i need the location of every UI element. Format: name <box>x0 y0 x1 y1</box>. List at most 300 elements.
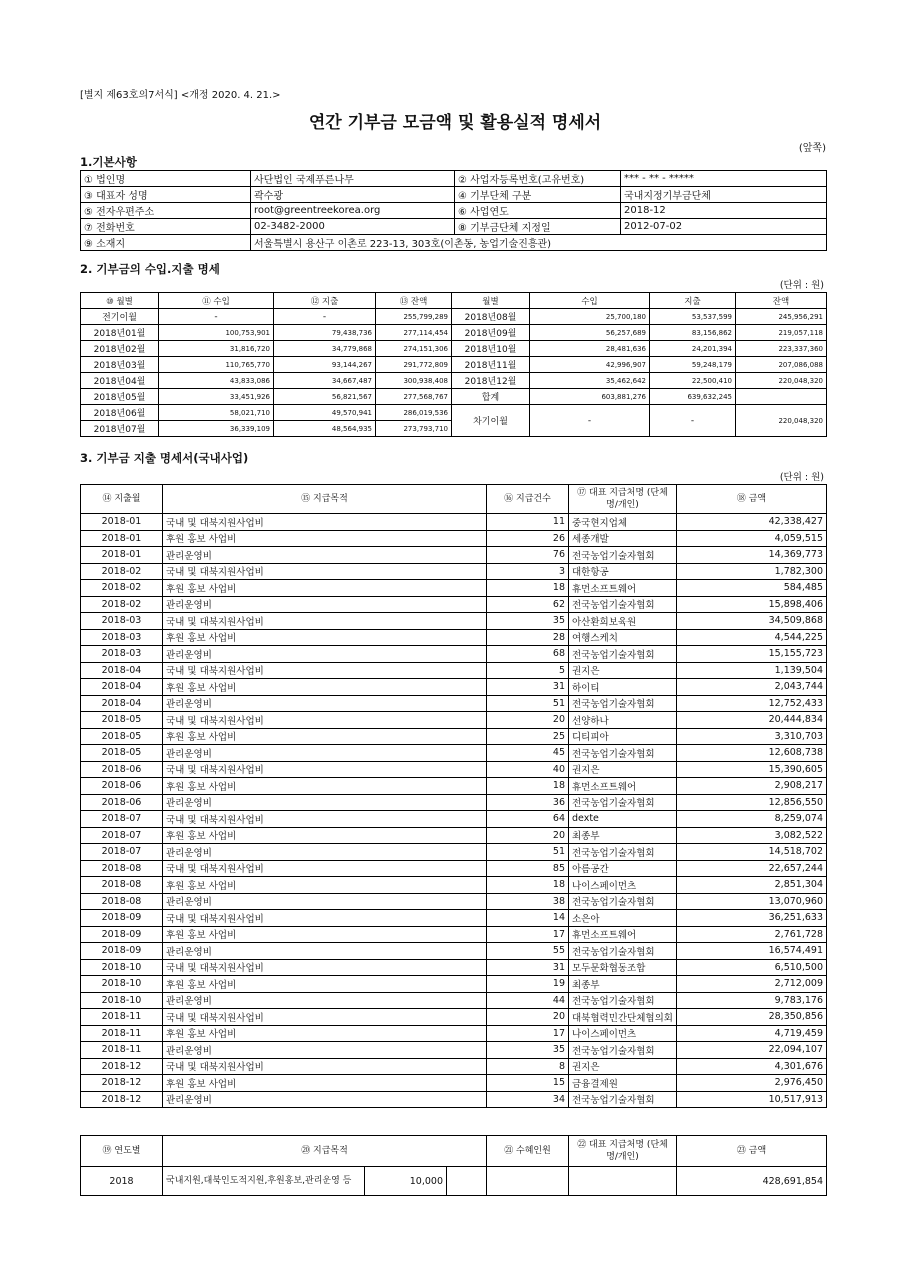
expense-purpose: 후원 홍보 사업비 <box>163 976 487 993</box>
field-value: 곽수광 <box>251 187 455 203</box>
expense-amount: 15,155,723 <box>677 646 827 663</box>
table-row <box>81 1058 827 1075</box>
summary-amount: 428,691,854 <box>677 1167 827 1196</box>
table-row <box>81 1075 827 1092</box>
table-row <box>81 514 827 531</box>
amount-cell: 42,996,907 <box>530 357 650 373</box>
expense-payee: 전국농업기술자협회 <box>569 547 677 564</box>
expense-purpose: 관리운영비 <box>163 646 487 663</box>
amount-cell: 277,114,454 <box>376 325 452 341</box>
expense-purpose: 국내 및 대북지원사업비 <box>163 563 487 580</box>
expense-count: 19 <box>487 976 569 993</box>
expense-purpose: 관리운영비 <box>163 1042 487 1059</box>
expense-count: 17 <box>487 1025 569 1042</box>
table-row <box>81 926 827 943</box>
amount-cell: 100,753,901 <box>159 325 274 341</box>
expense-purpose: 관리운영비 <box>163 794 487 811</box>
expense-payee: 휴먼소프트웨어 <box>569 580 677 597</box>
table-row <box>81 860 827 877</box>
expense-payee: 휴먼소프트웨어 <box>569 778 677 795</box>
summary-year: 2018 <box>81 1167 163 1196</box>
expense-amount: 4,059,515 <box>677 530 827 547</box>
expense-count: 3 <box>487 563 569 580</box>
amount-cell: - <box>274 309 376 325</box>
expense-count: 28 <box>487 629 569 646</box>
field-label: ⑤ 전자우편주소 <box>81 203 251 219</box>
expense-purpose: 관리운영비 <box>163 943 487 960</box>
amount-cell: - <box>159 309 274 325</box>
amount-cell: 24,201,394 <box>650 341 736 357</box>
table-row <box>81 563 827 580</box>
table-row <box>81 761 827 778</box>
expense-payee: 디티피아 <box>569 728 677 745</box>
expense-count: 85 <box>487 860 569 877</box>
table-row <box>81 794 827 811</box>
amount-cell: 43,833,086 <box>159 373 274 389</box>
table-row <box>81 811 827 828</box>
expense-purpose: 관리운영비 <box>163 745 487 762</box>
table-row <box>81 309 827 325</box>
table-row <box>81 1025 827 1042</box>
expense-month: 2018-08 <box>81 877 163 894</box>
table-row <box>81 728 827 745</box>
expense-count: 31 <box>487 959 569 976</box>
summary-beneficiaries <box>487 1167 569 1196</box>
expense-payee: 전국농업기술자협회 <box>569 943 677 960</box>
expense-payee: 여행스케치 <box>569 629 677 646</box>
table-row <box>81 357 827 373</box>
field-value: 02-3482-2000 <box>251 219 455 235</box>
expense-amount: 15,898,406 <box>677 596 827 613</box>
amount-cell: 33,451,926 <box>159 389 274 405</box>
expense-month: 2018-11 <box>81 1025 163 1042</box>
table-row <box>81 547 827 564</box>
income-unit-label: (단위 : 원) <box>779 280 824 291</box>
amount-cell: 79,438,736 <box>274 325 376 341</box>
expense-amount: 2,043,744 <box>677 679 827 696</box>
expense-month: 2018-02 <box>81 580 163 597</box>
amount-cell: 207,086,088 <box>736 357 827 373</box>
expense-payee: 아름공간 <box>569 860 677 877</box>
table-row <box>81 341 827 357</box>
expense-payee: 최종부 <box>569 976 677 993</box>
expense-month: 2018-09 <box>81 943 163 960</box>
field-label: ⑦ 전화번호 <box>81 219 251 235</box>
expense-amount: 12,856,550 <box>677 794 827 811</box>
expense-amount: 22,657,244 <box>677 860 827 877</box>
amount-cell: 48,564,935 <box>274 421 376 437</box>
table-row <box>81 745 827 762</box>
document-title: 연간 기부금 모금액 및 활용실적 명세서 <box>308 113 602 133</box>
expense-purpose: 관리운영비 <box>163 1091 487 1108</box>
expense-month: 2018-06 <box>81 761 163 778</box>
expense-payee: 권지은 <box>569 1058 677 1075</box>
table-row <box>81 1091 827 1108</box>
expense-payee: 전국농업기술자협회 <box>569 1091 677 1108</box>
table-row <box>81 646 827 663</box>
column-header: ⑱ 금액 <box>677 485 827 514</box>
column-header: ㉓ 금액 <box>677 1136 827 1167</box>
expense-amount: 2,712,009 <box>677 976 827 993</box>
expense-amount: 12,752,433 <box>677 695 827 712</box>
column-header: ⑯ 지급건수 <box>487 485 569 514</box>
expense-count: 18 <box>487 580 569 597</box>
expense-purpose: 관리운영비 <box>163 992 487 1009</box>
month-cell: 전기이월 <box>81 309 159 325</box>
expense-amount: 22,094,107 <box>677 1042 827 1059</box>
expense-amount: 15,390,605 <box>677 761 827 778</box>
field-value: 국내지정기부금단체 <box>621 187 827 203</box>
expense-payee: 전국농업기술자협회 <box>569 844 677 861</box>
expense-month: 2018-08 <box>81 893 163 910</box>
summary-blank <box>447 1167 487 1196</box>
expense-purpose: 관리운영비 <box>163 844 487 861</box>
expense-amount: 42,338,427 <box>677 514 827 531</box>
expense-purpose: 국내 및 대북지원사업비 <box>163 959 487 976</box>
column-header: ⑮ 지급목적 <box>163 485 487 514</box>
expense-month: 2018-05 <box>81 728 163 745</box>
section-expense-title: 3. 기부금 지출 명세서(국내사업) <box>80 451 249 465</box>
expense-purpose: 후원 홍보 사업비 <box>163 1025 487 1042</box>
expense-payee: 대한항공 <box>569 563 677 580</box>
expense-count: 44 <box>487 992 569 1009</box>
expense-count: 51 <box>487 695 569 712</box>
amount-cell: 273,793,710 <box>376 421 452 437</box>
month-cell: 2018년05월 <box>81 389 159 405</box>
carry-label: 차기이월 <box>452 405 530 437</box>
table-row <box>81 187 827 203</box>
table-row <box>81 235 827 251</box>
column-header: 월별 <box>452 293 530 309</box>
expense-payee: 휴먼소프트웨어 <box>569 926 677 943</box>
column-header: ⑪ 수입 <box>159 293 274 309</box>
month-cell: 2018년03월 <box>81 357 159 373</box>
month-cell: 2018년10월 <box>452 341 530 357</box>
amount-cell: 53,537,599 <box>650 309 736 325</box>
income-expense-table <box>80 292 827 437</box>
month-cell: 2018년07월 <box>81 421 159 437</box>
amount-cell: 49,570,941 <box>274 405 376 421</box>
expense-purpose: 후원 홍보 사업비 <box>163 877 487 894</box>
expense-count: 35 <box>487 1042 569 1059</box>
expense-amount: 36,251,633 <box>677 910 827 927</box>
annual-summary-table <box>80 1135 827 1196</box>
field-label: ② 사업자등록번호(고유번호) <box>455 171 621 187</box>
expense-amount: 14,518,702 <box>677 844 827 861</box>
expense-month: 2018-03 <box>81 613 163 630</box>
expense-purpose: 후원 홍보 사업비 <box>163 926 487 943</box>
field-value: *** - ** - ***** <box>621 171 827 187</box>
expense-count: 25 <box>487 728 569 745</box>
expense-amount: 12,608,738 <box>677 745 827 762</box>
amount-cell: 28,481,636 <box>530 341 650 357</box>
expense-month: 2018-11 <box>81 1042 163 1059</box>
column-header: ⑩ 월별 <box>81 293 159 309</box>
address-value: 서울특별시 용산구 이촌로 223-13, 303호(이촌동, 농업기술진흥관) <box>251 235 827 251</box>
summary-payee <box>569 1167 677 1196</box>
expense-month: 2018-07 <box>81 827 163 844</box>
month-cell: 2018년12월 <box>452 373 530 389</box>
expense-payee: 전국농업기술자협회 <box>569 646 677 663</box>
expense-amount: 6,510,500 <box>677 959 827 976</box>
expense-month: 2018-01 <box>81 547 163 564</box>
basic-info-table <box>80 170 827 251</box>
amount-cell: 56,257,689 <box>530 325 650 341</box>
amount-cell: 255,799,289 <box>376 309 452 325</box>
expense-detail-table <box>80 484 827 1108</box>
expense-payee: 권지은 <box>569 761 677 778</box>
expense-payee: dexte <box>569 811 677 828</box>
expense-count: 62 <box>487 596 569 613</box>
expense-month: 2018-04 <box>81 695 163 712</box>
table-row <box>81 992 827 1009</box>
amount-cell: 58,021,710 <box>159 405 274 421</box>
table-row <box>81 405 827 421</box>
table-row <box>81 629 827 646</box>
form-identifier: [별지 제63호의7서식] <개정 2020. 4. 21.> <box>80 90 281 101</box>
expense-payee: 전국농업기술자협회 <box>569 992 677 1009</box>
expense-purpose: 후원 홍보 사업비 <box>163 629 487 646</box>
amount-cell: 286,019,536 <box>376 405 452 421</box>
amount-cell: 300,938,408 <box>376 373 452 389</box>
expense-purpose: 후원 홍보 사업비 <box>163 580 487 597</box>
expense-payee: 세종개발 <box>569 530 677 547</box>
expense-amount: 34,509,868 <box>677 613 827 630</box>
table-row <box>81 844 827 861</box>
amount-cell: 639,632,245 <box>650 389 736 405</box>
expense-month: 2018-03 <box>81 646 163 663</box>
expense-count: 11 <box>487 514 569 531</box>
field-value: 2012-07-02 <box>621 219 827 235</box>
expense-payee: 권지은 <box>569 662 677 679</box>
expense-payee: 전국농업기술자협회 <box>569 596 677 613</box>
amount-cell: 220,048,320 <box>736 373 827 389</box>
table-row <box>81 530 827 547</box>
amount-cell: 277,568,767 <box>376 389 452 405</box>
table-row <box>81 712 827 729</box>
field-label: ⑧ 기부금단체 지정일 <box>455 219 621 235</box>
expense-count: 8 <box>487 1058 569 1075</box>
amount-cell: 25,700,180 <box>530 309 650 325</box>
expense-amount: 2,851,304 <box>677 877 827 894</box>
expense-month: 2018-06 <box>81 794 163 811</box>
expense-amount: 9,783,176 <box>677 992 827 1009</box>
expense-purpose: 국내 및 대북지원사업비 <box>163 1058 487 1075</box>
expense-count: 15 <box>487 1075 569 1092</box>
expense-month: 2018-12 <box>81 1091 163 1108</box>
expense-month: 2018-01 <box>81 530 163 547</box>
expense-count: 76 <box>487 547 569 564</box>
amount-cell: 56,821,567 <box>274 389 376 405</box>
expense-payee: 최종부 <box>569 827 677 844</box>
expense-count: 68 <box>487 646 569 663</box>
expense-amount: 14,369,773 <box>677 547 827 564</box>
amount-cell: 93,144,267 <box>274 357 376 373</box>
expense-month: 2018-04 <box>81 679 163 696</box>
expense-count: 45 <box>487 745 569 762</box>
expense-amount: 4,301,676 <box>677 1058 827 1075</box>
expense-purpose: 관리운영비 <box>163 596 487 613</box>
table-row <box>81 1009 827 1026</box>
expense-payee: 전국농업기술자협회 <box>569 1042 677 1059</box>
expense-amount: 20,444,834 <box>677 712 827 729</box>
carry-amount: 220,048,320 <box>736 405 827 437</box>
expense-purpose: 국내 및 대북지원사업비 <box>163 1009 487 1026</box>
expense-count: 31 <box>487 679 569 696</box>
expense-amount: 1,139,504 <box>677 662 827 679</box>
expense-payee: 아산환희보육원 <box>569 613 677 630</box>
summary-purpose: 국내지원,대북인도적지원,후원홍보,관리운영 등 <box>163 1167 365 1196</box>
table-row <box>81 959 827 976</box>
table-row <box>81 827 827 844</box>
table-row <box>81 778 827 795</box>
expense-amount: 4,544,225 <box>677 629 827 646</box>
expense-payee: 나이스페이먼츠 <box>569 877 677 894</box>
expense-amount: 28,350,856 <box>677 1009 827 1026</box>
expense-amount: 2,761,728 <box>677 926 827 943</box>
amount-cell: 219,057,118 <box>736 325 827 341</box>
amount-cell: 35,462,642 <box>530 373 650 389</box>
field-label: ① 법인명 <box>81 171 251 187</box>
expense-purpose: 후원 홍보 사업비 <box>163 728 487 745</box>
expense-month: 2018-01 <box>81 514 163 531</box>
expense-count: 38 <box>487 893 569 910</box>
column-header: ⑫ 지출 <box>274 293 376 309</box>
expense-count: 51 <box>487 844 569 861</box>
table-row <box>81 910 827 927</box>
expense-month: 2018-07 <box>81 811 163 828</box>
expense-month: 2018-03 <box>81 629 163 646</box>
table-row <box>81 389 827 405</box>
expense-amount: 13,070,960 <box>677 893 827 910</box>
month-cell: 2018년11월 <box>452 357 530 373</box>
expense-payee: 중국현지업체 <box>569 514 677 531</box>
table-row <box>81 679 827 696</box>
table-row <box>81 485 827 514</box>
field-value: 2018-12 <box>621 203 827 219</box>
amount-cell: 223,337,360 <box>736 341 827 357</box>
expense-month: 2018-07 <box>81 844 163 861</box>
column-header: ⑰ 대표 지급처명 (단체명/개인) <box>569 485 677 514</box>
table-row <box>81 695 827 712</box>
expense-count: 17 <box>487 926 569 943</box>
column-header: ⑬ 잔액 <box>376 293 452 309</box>
expense-purpose: 후원 홍보 사업비 <box>163 530 487 547</box>
expense-amount: 8,259,074 <box>677 811 827 828</box>
column-header: ㉑ 수혜인원 <box>487 1136 569 1167</box>
column-header: 지출 <box>650 293 736 309</box>
expense-month: 2018-10 <box>81 992 163 1009</box>
expense-count: 18 <box>487 877 569 894</box>
field-value: root@greentreekorea.org <box>251 203 455 219</box>
expense-month: 2018-06 <box>81 778 163 795</box>
expense-payee: 하이티 <box>569 679 677 696</box>
amount-cell: 245,956,291 <box>736 309 827 325</box>
amount-cell: 34,667,487 <box>274 373 376 389</box>
expense-count: 40 <box>487 761 569 778</box>
table-row <box>81 293 827 309</box>
expense-amount: 3,310,703 <box>677 728 827 745</box>
column-header: 잔액 <box>736 293 827 309</box>
expense-count: 18 <box>487 778 569 795</box>
field-label: ③ 대표자 성명 <box>81 187 251 203</box>
address-label: ⑨ 소재지 <box>81 235 251 251</box>
expense-purpose: 관리운영비 <box>163 893 487 910</box>
expense-count: 20 <box>487 712 569 729</box>
expense-count: 14 <box>487 910 569 927</box>
table-row <box>81 613 827 630</box>
expense-amount: 4,719,459 <box>677 1025 827 1042</box>
expense-purpose: 관리운영비 <box>163 695 487 712</box>
summary-count: 10,000 <box>365 1167 447 1196</box>
expense-purpose: 후원 홍보 사업비 <box>163 1075 487 1092</box>
expense-count: 35 <box>487 613 569 630</box>
table-row <box>81 877 827 894</box>
table-row <box>81 1167 827 1196</box>
month-cell: 2018년09월 <box>452 325 530 341</box>
amount-cell: 34,779,868 <box>274 341 376 357</box>
expense-month: 2018-10 <box>81 959 163 976</box>
table-row <box>81 373 827 389</box>
expense-amount: 584,485 <box>677 580 827 597</box>
expense-month: 2018-02 <box>81 563 163 580</box>
expense-unit-label: (단위 : 원) <box>779 472 824 483</box>
expense-month: 2018-09 <box>81 926 163 943</box>
expense-amount: 10,517,913 <box>677 1091 827 1108</box>
expense-purpose: 국내 및 대북지원사업비 <box>163 613 487 630</box>
table-row <box>81 325 827 341</box>
month-cell: 2018년08월 <box>452 309 530 325</box>
field-label: ⑥ 사업연도 <box>455 203 621 219</box>
table-row <box>81 943 827 960</box>
expense-payee: 선양하나 <box>569 712 677 729</box>
expense-month: 2018-09 <box>81 910 163 927</box>
field-label: ④ 기부단체 구분 <box>455 187 621 203</box>
page-side-label: (앞쪽) <box>798 143 826 154</box>
expense-purpose: 후원 홍보 사업비 <box>163 679 487 696</box>
expense-purpose: 후원 홍보 사업비 <box>163 827 487 844</box>
expense-count: 20 <box>487 1009 569 1026</box>
expense-purpose: 국내 및 대북지원사업비 <box>163 860 487 877</box>
carry-amount: - <box>530 405 650 437</box>
amount-cell: 59,248,179 <box>650 357 736 373</box>
column-header: ㉒ 대표 지급처명 (단체명/개인) <box>569 1136 677 1167</box>
month-cell: 2018년02월 <box>81 341 159 357</box>
month-cell: 합계 <box>452 389 530 405</box>
table-row <box>81 1042 827 1059</box>
month-cell: 2018년01월 <box>81 325 159 341</box>
expense-payee: 전국농업기술자협회 <box>569 893 677 910</box>
expense-count: 34 <box>487 1091 569 1108</box>
expense-purpose: 국내 및 대북지원사업비 <box>163 761 487 778</box>
expense-count: 64 <box>487 811 569 828</box>
table-row <box>81 893 827 910</box>
table-row <box>81 596 827 613</box>
expense-amount: 2,976,450 <box>677 1075 827 1092</box>
expense-payee: 모두문화협동조합 <box>569 959 677 976</box>
amount-cell: 83,156,862 <box>650 325 736 341</box>
expense-month: 2018-08 <box>81 860 163 877</box>
table-row <box>81 662 827 679</box>
field-value: 사단법인 국제푸른나무 <box>251 171 455 187</box>
expense-month: 2018-05 <box>81 712 163 729</box>
table-row <box>81 171 827 187</box>
amount-cell: 110,765,770 <box>159 357 274 373</box>
expense-payee: 소은아 <box>569 910 677 927</box>
month-cell: 2018년06월 <box>81 405 159 421</box>
column-header: ⑭ 지출월 <box>81 485 163 514</box>
expense-month: 2018-11 <box>81 1009 163 1026</box>
